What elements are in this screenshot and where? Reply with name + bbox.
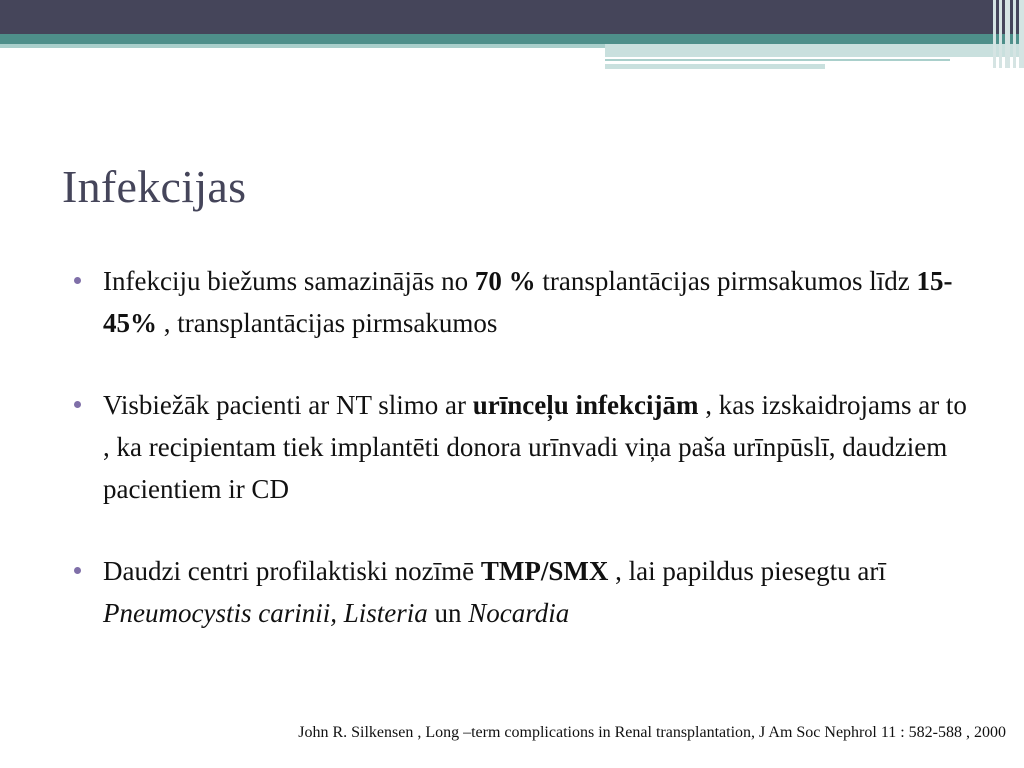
bullet-item bbox=[74, 260, 974, 344]
bullet-text: un bbox=[427, 598, 469, 628]
header-stripe bbox=[993, 0, 996, 68]
bullet-text: , kas izskaidrojams ar to , ka recipientam tiek implantēti donora urīnvadi viņa paša urīnpūslī, daudziem pacientiem ir CD bbox=[103, 390, 967, 504]
bullet-bold-text: TMP/SMX bbox=[480, 556, 609, 586]
bullet-text: Daudzi centri profilaktiski nozīmē bbox=[103, 556, 481, 586]
bullet-italic-text: Nocardia bbox=[468, 598, 570, 628]
header-teal-band bbox=[0, 34, 1024, 44]
bullet-text: transplantācijas pirmsakumos līdz bbox=[535, 266, 917, 296]
bullet-item bbox=[74, 384, 974, 510]
slide-title: Infekcijas bbox=[62, 161, 247, 212]
bullet-dot-icon bbox=[74, 401, 81, 408]
bullet-dot-icon bbox=[74, 567, 81, 574]
header-accent-line-short bbox=[605, 64, 825, 69]
bullet-text: Visbiežāk pacienti ar NT slimo ar bbox=[103, 390, 473, 420]
bullet-dot-icon bbox=[74, 277, 81, 284]
header-stripe bbox=[999, 0, 1002, 68]
header-stripes bbox=[993, 0, 1024, 68]
citation: John R. Silkensen , Long –term complications in Renal transplantation, J Am Soc Nephrol 11 : 582-588 , 2000 bbox=[298, 724, 1006, 741]
header-dark-band bbox=[0, 0, 1024, 34]
bullet-bold-text: 15-45% bbox=[103, 266, 953, 338]
header-accent-line bbox=[605, 59, 950, 61]
bullet-bold-text: 70 % bbox=[474, 266, 536, 296]
header-stripe bbox=[1013, 0, 1016, 68]
bullet-italic-text: Pneumocystis carinii, Listeria bbox=[103, 598, 428, 628]
bullet-bold-text: urīnceļu infekcijām bbox=[472, 390, 699, 420]
bullet-list bbox=[74, 260, 974, 634]
bullet-text: Infekciju biežums samazinājās no bbox=[103, 266, 475, 296]
header-stripe bbox=[1005, 0, 1010, 68]
header-light-band-right bbox=[605, 44, 1024, 57]
bullet-item bbox=[74, 550, 974, 634]
header-stripe bbox=[1019, 0, 1024, 68]
header-light-band-left bbox=[0, 44, 605, 48]
bullet-text: , transplantācijas pirmsakumos bbox=[157, 308, 498, 338]
bullet-text: , lai papildus piesegtu arī bbox=[608, 556, 886, 586]
